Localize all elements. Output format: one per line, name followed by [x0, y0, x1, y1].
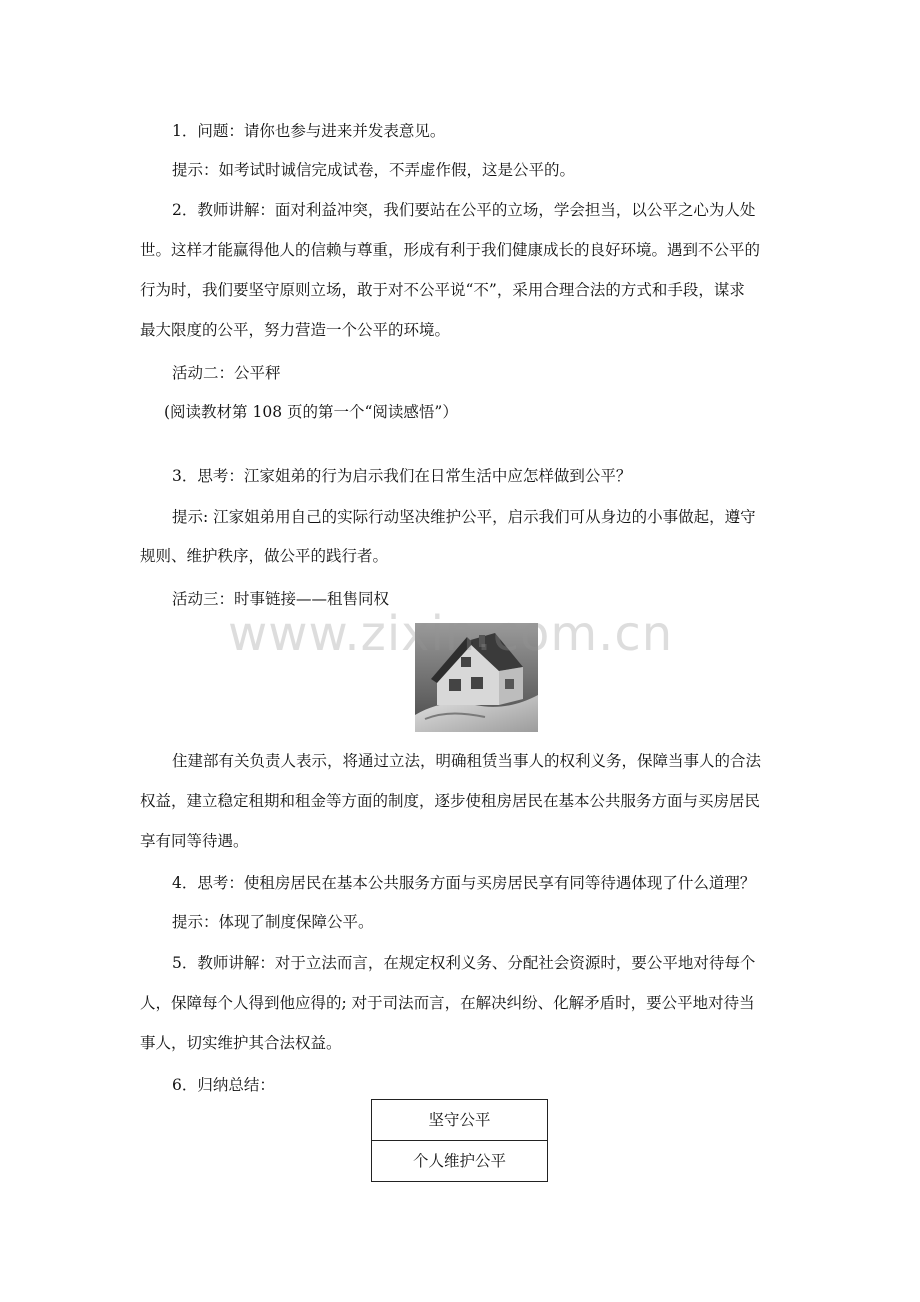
reading-note: (阅读教材第 108 页的第一个“阅读感悟”） [164, 403, 458, 421]
hint-3-line2: 规则、维护秩序，做公平的践行者。 [140, 547, 389, 565]
teacher-explain-2-line3: 行为时，我们要坚守原则立场，敢于对不公平说“不”，采用合理合法的方式和手段，谋求 [140, 281, 745, 299]
activity-3-heading: 活动三：时事链接——租售同权 [172, 590, 390, 608]
news-line2: 权益，建立稳定租期和租金等方面的制度，逐步使租房居民在基本公共服务方面与买房居民 [140, 792, 761, 810]
activity-2-heading: 活动二：公平秤 [172, 364, 281, 382]
hint-4: 提示：体现了制度保障公平。 [172, 913, 374, 931]
news-line3: 享有同等待遇。 [140, 832, 249, 850]
question-1: 1．问题：请你也参与进来并发表意见。 [172, 122, 446, 140]
summary-table-row: 坚守公平 [428, 1111, 491, 1129]
think-4: 4．思考：使租房居民在基本公共服务方面与买房居民享有同等待遇体现了什么道理？ [172, 874, 756, 892]
hint-3-line1: 提示: 江家姐弟用自己的实际行动坚决维护公平，启示我们可从身边的小事做起，遵守 [172, 508, 756, 526]
summary-table-row: 个人维护公平 [372, 1140, 547, 1181]
news-line1: 住建部有关负责人表示，将通过立法，明确租赁当事人的权利义务，保障当事人的合法 [172, 752, 762, 770]
teacher-explain-5-line1: 5．教师讲解：对于立法而言，在规定权利义务、分配社会资源时，要公平地对待每个 [172, 954, 756, 972]
teacher-explain-5-line3: 事人，切实维护其合法权益。 [140, 1034, 342, 1052]
teacher-explain-5-line2: 人，保障每个人得到他应得的; 对于司法而言，在解决纠纷、化解矛盾时，要公平地对待当 [140, 994, 755, 1012]
think-3: 3．思考：江家姐弟的行为启示我们在日常生活中应怎样做到公平？ [172, 467, 632, 485]
teacher-explain-2-line4: 最大限度的公平，努力营造一个公平的环境。 [140, 321, 451, 339]
teacher-explain-2-line1: 2．教师讲解：面对利益冲突，我们要站在公平的立场，学会担当，以公平之心为人处 [172, 201, 756, 219]
summary-table [371, 1099, 548, 1182]
teacher-explain-2-line2: 世。这样才能赢得他人的信赖与尊重，形成有利于我们健康成长的良好环境。遇到不公平的 [140, 241, 761, 259]
watermark: www.zixin.com.cn [228, 606, 674, 662]
summary-heading: 6．归纳总结： [172, 1076, 275, 1094]
hint-1: 提示：如考试时诚信完成试卷，不弄虚作假，这是公平的。 [172, 161, 576, 179]
